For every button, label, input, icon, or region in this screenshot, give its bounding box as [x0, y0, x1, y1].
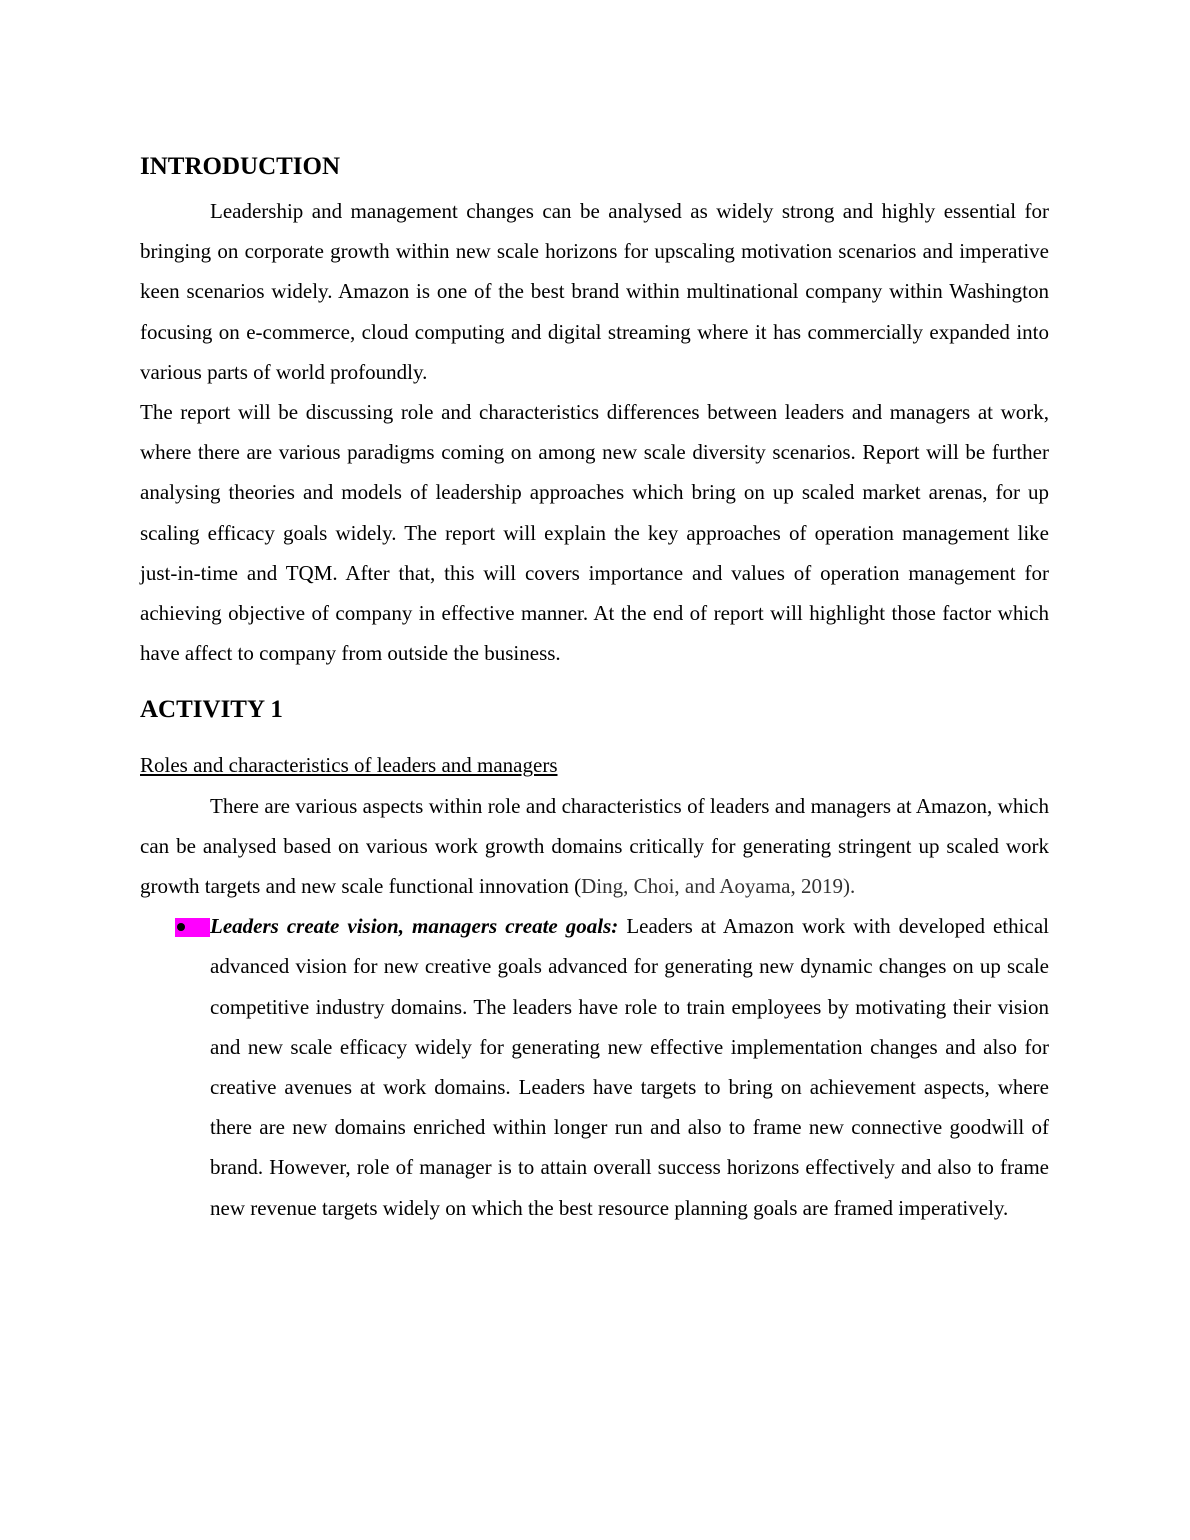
activity-1-paragraph: [140, 786, 1049, 907]
activity-1-subheading: Roles and characteristics of leaders and managers: [140, 753, 558, 778]
bullet-item-1-title: Leaders create vision, managers create goals:: [210, 914, 619, 939]
introduction-paragraph-1: Leadership and management changes can be analysed as widely strong and highly essential for bringing on corporate growth within new scale horizons for upscaling motivation scenarios and imperative keen scenarios widely. Amazon is one of the best brand within multinational company within Washington focusing on e-commerce, cloud computing and digital streaming where it has commercially expanded into various parts of world profoundly.: [140, 199, 1049, 384]
bullet-item-1: [210, 906, 1049, 1228]
bullet-item-1-body: Leaders at Amazon work with developed ethical advanced vision for new creative goals advanced for generating new dynamic changes on up scale competitive industry domains. The leaders have role to train employees by motivating their vision and new scale efficacy widely for generating new effective implementation changes and also for creative avenues at work domains. Leaders have targets to bring on achievement aspects, where there are new domains enriched within longer run and also to frame new connective goodwill of brand. However, role of manager is to attain overall success horizons effectively and also to frame new revenue targets widely on which the best resource planning goals are framed imperatively.: [210, 914, 1049, 1220]
bullet-dot-icon: [177, 923, 185, 931]
bullet-highlight: [175, 918, 210, 937]
citation: Ding, Choi, and Aoyama, 2019).: [581, 874, 856, 899]
document-page: [140, 148, 1049, 1228]
activity-1-heading: ACTIVITY 1: [140, 696, 283, 724]
bullet-item-1-text: [210, 906, 1049, 1228]
activity-1-paragraph-text: There are various aspects within role and characteristics of leaders and managers at Amazon, which can be analysed based on various work growth domains critically for generating stringent up scaled work growth targets and new scale functional innovation (: [140, 793, 1049, 899]
introduction-heading: INTRODUCTION: [140, 153, 341, 180]
introduction-paragraph-2: The report will be discussing role and characteristics differences between leaders and managers at work, where there are various paradigms coming on among new scale diversity scenarios. Report will be further analysing theories and models of leadership approaches which bring on up scaled market arenas, for up scaling efficacy goals widely. The report will explain the key approaches of operation management like just-in-time and TQM. After that, this will covers importance and values of operation management for achieving objective of company in effective manner. At the end of report will highlight those factor which have affect to company from outside the business.: [140, 400, 1049, 666]
